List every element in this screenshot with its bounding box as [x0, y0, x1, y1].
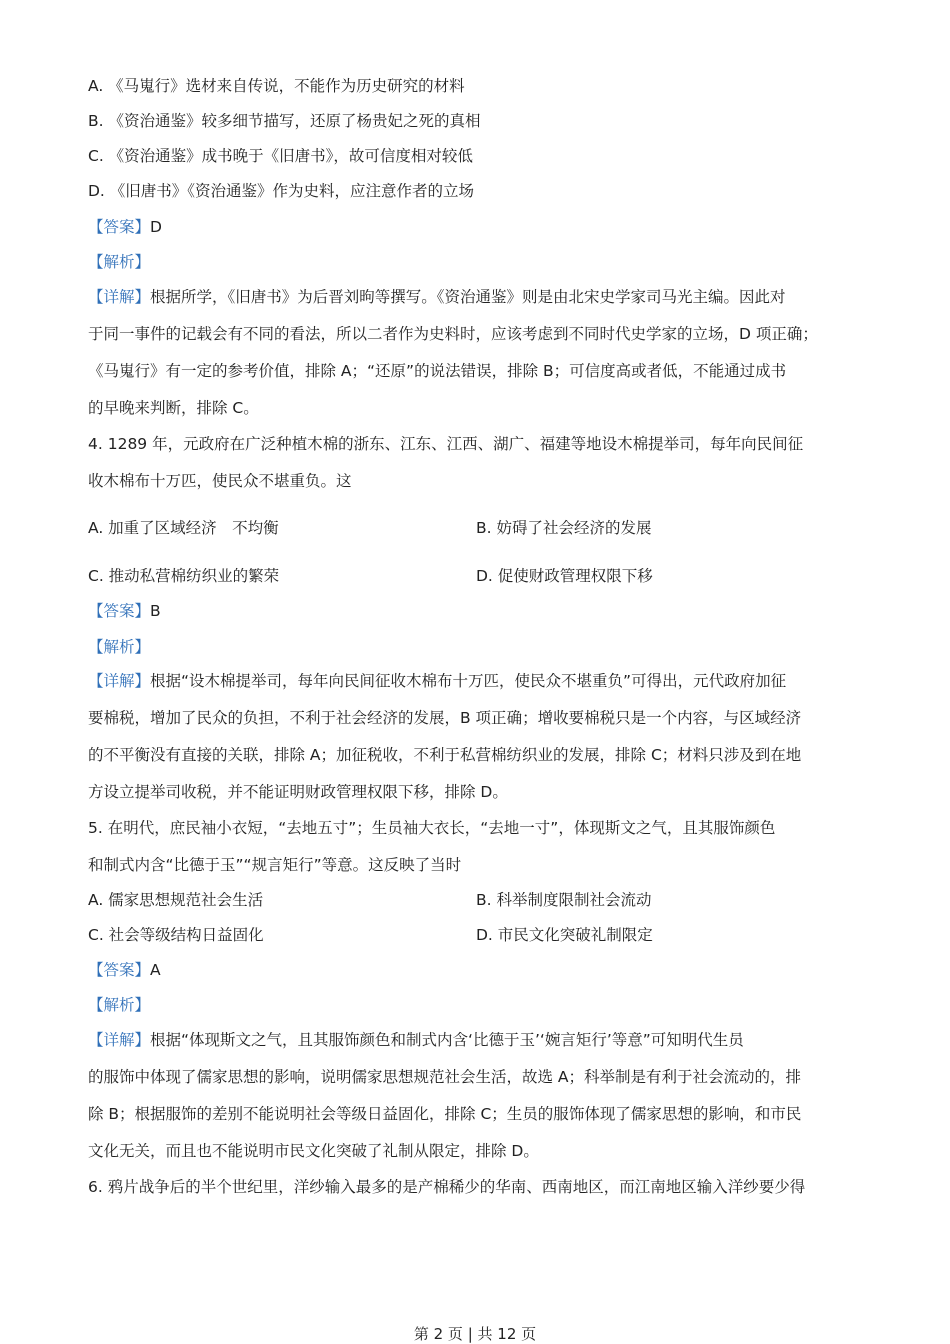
answer-tag: 【答案】: [88, 602, 151, 620]
q3-detail-line: 于同一事件的记载会有不同的看法，所以二者作为史料时，应该考虑到不同时代史学家的立场，D 项正确；: [88, 325, 818, 343]
detail-tag: 【详解】: [88, 288, 151, 306]
q5-detail-line: 文化无关，而且也不能说明市民文化突破了礼制从限定，排除 D。: [88, 1142, 539, 1160]
q5-option-a: A. 儒家思想规范社会生活: [88, 891, 264, 909]
q4-detail-line: 方设立提举司收税，并不能证明财政管理权限下移，排除 D。: [88, 783, 508, 801]
q3-option-c: C. 《资治通鉴》成书晚于《旧唐书》，故可信度相对较低: [88, 147, 473, 165]
q4-stem: 4. 1289 年，元政府在广泛种植木棉的浙东、江东、江西、湖广、福建等地设木棉提举司，每年向民间征: [88, 435, 804, 453]
q3-detail-line: 的早晚来判断，排除 C。: [88, 399, 259, 417]
q5-option-c: C. 社会等级结构日益固化: [88, 926, 264, 944]
q5-option-b: B. 科举制度限制社会流动: [476, 891, 652, 909]
q4-analysis-tag: 【解析】: [88, 638, 151, 656]
q5-option-d: D. 市民文化突破礼制限定: [476, 926, 653, 944]
q5-stem: 和制式内含“比德于玉”“规言矩行”等意。这反映了当时: [88, 856, 462, 874]
q3-option-d: D. 《旧唐书》《资治通鉴》作为史料，应注意作者的立场: [88, 182, 475, 200]
q5-detail-line: [88, 1030, 744, 1050]
q4-option-c: C. 推动私营棉纺织业的繁荣: [88, 567, 280, 585]
q4-stem: 收木棉布十万匹，使民众不堪重负。这: [88, 472, 352, 490]
q5-stem: 5. 在明代，庶民袖小衣短，“去地五寸”；生员袖大衣长，“去地一寸”，体现斯文之气，且其服饰颜色: [88, 819, 776, 837]
q4-answer: [88, 601, 161, 621]
q5-detail-line: 的服饰中体现了儒家思想的影响，说明儒家思想规范社会生活，故选 A；科举制是有利于社会流动的，排: [88, 1068, 802, 1086]
q3-detail-line: [88, 287, 786, 307]
q5-analysis-tag: 【解析】: [88, 996, 151, 1014]
q4-detail-line: [88, 671, 786, 691]
q3-detail-line: 《马嵬行》有一定的参考价值，排除 A；“还原”的说法错误，排除 B；可信度高或者低，不能通过成书: [88, 362, 787, 380]
q4-detail-line: 要棉税，增加了民众的负担，不利于社会经济的发展，B 项正确；增收要棉税只是一个内容，与区域经济: [88, 709, 802, 727]
answer-value: D: [150, 218, 162, 236]
q3-option-b: B. 《资治通鉴》较多细节描写，还原了杨贵妃之死的真相: [88, 112, 481, 130]
answer-tag: 【答案】: [88, 218, 151, 236]
q4-option-d: D. 促使财政管理权限下移: [476, 567, 653, 585]
q5-detail-line: 除 B；根据服饰的差别不能说明社会等级日益固化，排除 C；生员的服饰体现了儒家思想的影响，和市民: [88, 1105, 802, 1123]
answer-tag: 【答案】: [88, 961, 151, 979]
detail-tag: 【详解】: [88, 672, 151, 690]
q4-option-b: B. 妨碍了社会经济的发展: [476, 519, 652, 537]
detail-text: 根据“体现斯文之气，且其服饰颜色和制式内含‘比德于玉’‘婉言矩行’等意”可知明代生员: [150, 1031, 744, 1049]
detail-text: 根据“设木棉提举司，每年向民间征收木棉布十万匹，使民众不堪重负”可得出，元代政府加征: [150, 672, 787, 690]
q3-analysis-tag: 【解析】: [88, 253, 151, 271]
q3-answer: [88, 217, 162, 237]
answer-value: B: [150, 602, 161, 620]
answer-value: A: [150, 961, 161, 979]
detail-text: 根据所学，《旧唐书》为后晋刘昫等撰写。《资治通鉴》则是由北宋史学家司马光主编。因此对: [150, 288, 786, 306]
q4-detail-line: 的不平衡没有直接的关联，排除 A；加征税收，不利于私营棉纺织业的发展，排除 C；材料只涉及到在地: [88, 746, 802, 764]
page-footer: 第 2 页 | 共 12 页: [413, 1325, 537, 1343]
q3-option-a: A. 《马嵬行》选材来自传说，不能作为历史研究的材料: [88, 77, 465, 95]
q4-option-a: A. 加重了区域经济 不均衡: [88, 519, 279, 537]
q5-answer: [88, 960, 161, 980]
q6-stem: 6. 鸦片战争后的半个世纪里，洋纱输入最多的是产棉稀少的华南、西南地区，而江南地区输入洋纱要少得: [88, 1178, 806, 1196]
detail-tag: 【详解】: [88, 1031, 151, 1049]
